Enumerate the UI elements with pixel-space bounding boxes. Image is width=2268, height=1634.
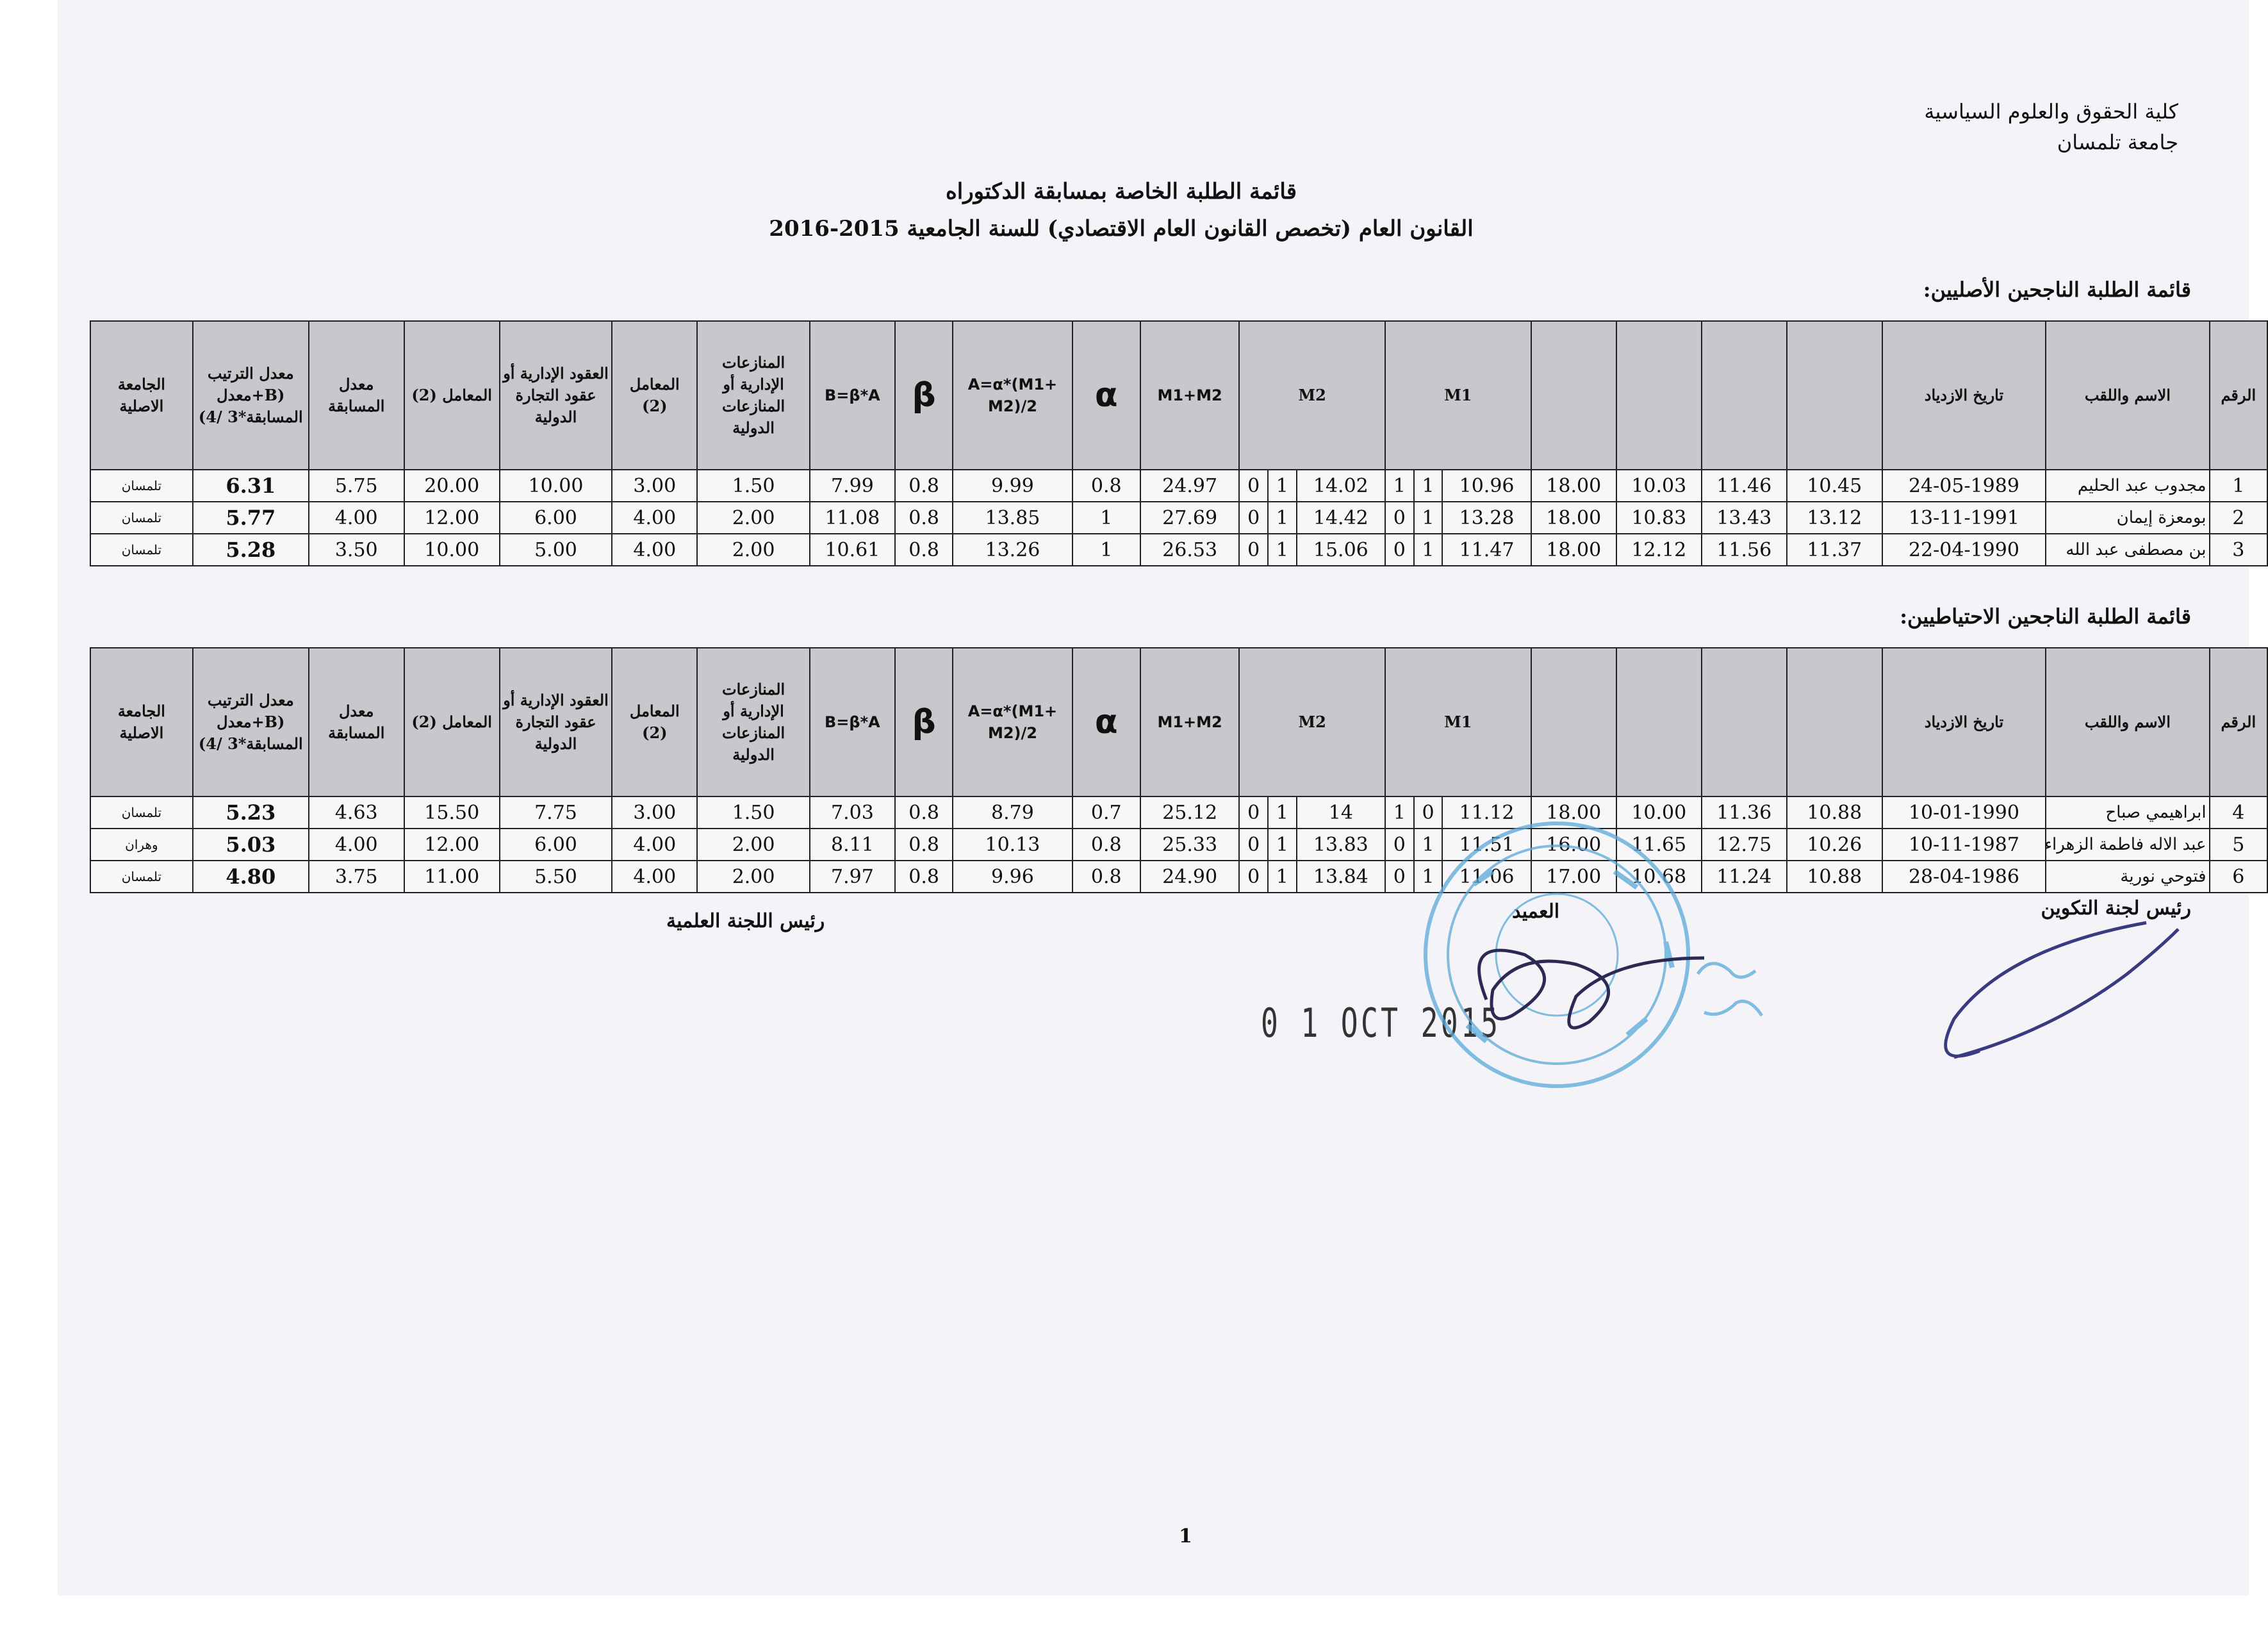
cell-rank: 5.77 — [193, 502, 309, 534]
cell-m1b: 0 — [1385, 829, 1414, 861]
cell-b: 7.97 — [810, 861, 895, 893]
cell-m1: 10.96 — [1442, 470, 1531, 502]
cell-s1: 2.00 — [697, 829, 810, 861]
col-m1m2: M1+M2 — [1140, 648, 1239, 796]
title-line-2: القانون العام (تخصص القانون العام الاقتصادي) للسنة الجامعية 2015-2016 — [769, 216, 1474, 242]
university-name: جامعة تلمسان — [2057, 130, 2178, 154]
signature-icon — [1479, 923, 2178, 1057]
cell-c3: 10.00 — [1616, 796, 1702, 829]
cell-uni: تلمسان — [90, 470, 193, 502]
cell-rank: 4.80 — [193, 861, 309, 893]
cell-b: 7.99 — [810, 470, 895, 502]
cell-c1: 10.26 — [1787, 829, 1882, 861]
cell-m2a: 1 — [1268, 861, 1297, 893]
cell-comp: 4.63 — [309, 796, 404, 829]
cell-m1: 11.47 — [1442, 534, 1531, 566]
cell-alpha: 0.7 — [1072, 796, 1140, 829]
cell-a: 10.13 — [953, 829, 1072, 861]
cell-c2: 11.24 — [1702, 861, 1787, 893]
cell-comp: 3.50 — [309, 534, 404, 566]
date-stamp: 0 1 OCT 2015 — [1261, 1000, 1501, 1046]
cell-k1: 3.00 — [612, 470, 697, 502]
cell-c2: 11.36 — [1702, 796, 1787, 829]
cell-m1m2: 24.97 — [1140, 470, 1239, 502]
cell-beta: 0.8 — [895, 861, 953, 893]
cell-num: 6 — [2210, 861, 2267, 893]
cell-m2a: 1 — [1268, 534, 1297, 566]
cell-m1b: 1 — [1385, 470, 1414, 502]
cell-dob: 13-11-1991 — [1882, 502, 2046, 534]
col-competition-avg: معدل المسابقة — [309, 648, 404, 796]
faculty-name: كلية الحقوق والعلوم السياسية — [1924, 99, 2178, 124]
cell-alpha: 0.8 — [1072, 829, 1140, 861]
cell-num: 1 — [2210, 470, 2267, 502]
cell-s2: 6.00 — [500, 502, 612, 534]
col-coef-2: المعامل (2) — [404, 648, 500, 796]
cell-uni: تلمسان — [90, 796, 193, 829]
cell-m2a: 1 — [1268, 470, 1297, 502]
col-m1m2: M1+M2 — [1140, 321, 1239, 470]
col-b-formula: B=β*A — [810, 321, 895, 470]
cell-m1a: 1 — [1414, 861, 1443, 893]
cell-comp: 5.75 — [309, 470, 404, 502]
col-m2: M2 — [1239, 648, 1385, 796]
cell-beta: 0.8 — [895, 829, 953, 861]
cell-c2: 12.75 — [1702, 829, 1787, 861]
cell-m1a: 0 — [1414, 796, 1443, 829]
cell-m1a: 1 — [1414, 470, 1443, 502]
cell-comp: 3.75 — [309, 861, 404, 893]
cell-m1m2: 26.53 — [1140, 534, 1239, 566]
cell-k2: 15.50 — [404, 796, 500, 829]
cell-b: 11.08 — [810, 502, 895, 534]
cell-c4: 16.00 — [1531, 829, 1616, 861]
col-coef-1: المعامل (2) — [612, 321, 697, 470]
col-b-formula: B=β*A — [810, 648, 895, 796]
cell-beta: 0.8 — [895, 502, 953, 534]
cell-rank: 5.28 — [193, 534, 309, 566]
cell-c1: 13.12 — [1787, 502, 1882, 534]
col-subject-1: المنازعات الإدارية أو المنازعات الدولية — [697, 648, 810, 796]
cell-a: 9.96 — [953, 861, 1072, 893]
cell-s2: 10.00 — [500, 470, 612, 502]
title-line-1: قائمة الطلبة الخاصة بمسابقة الدكتوراه — [945, 179, 1297, 204]
cell-a: 9.99 — [953, 470, 1072, 502]
cell-m2: 14.02 — [1297, 470, 1385, 502]
cell-b: 7.03 — [810, 796, 895, 829]
cell-k1: 3.00 — [612, 796, 697, 829]
col-coef-2: المعامل (2) — [404, 321, 500, 470]
cell-rank: 5.23 — [193, 796, 309, 829]
cell-uni: وهران — [90, 829, 193, 861]
col-ranking-avg: معدل الترتيب (B+معدل المسابقة*3 /4) — [193, 648, 309, 796]
cell-s1: 1.50 — [697, 470, 810, 502]
cell-m1m2: 25.12 — [1140, 796, 1239, 829]
cell-uni: تلمسان — [90, 861, 193, 893]
cell-beta: 0.8 — [895, 470, 953, 502]
cell-k1: 4.00 — [612, 502, 697, 534]
cell-c1: 10.45 — [1787, 470, 1882, 502]
cell-m1a: 1 — [1414, 534, 1443, 566]
cell-m2a: 1 — [1268, 502, 1297, 534]
cell-m1m2: 25.33 — [1140, 829, 1239, 861]
col-beta: β — [895, 648, 953, 796]
cell-a: 13.26 — [953, 534, 1072, 566]
cell-name: عبد الاله فاطمة الزهراء — [2046, 829, 2209, 861]
cell-name: ابراهيمي صباح — [2046, 796, 2209, 829]
col-subject-1: المنازعات الإدارية أو المنازعات الدولية — [697, 321, 810, 470]
dean-label: العميد — [1512, 900, 1560, 923]
cell-dob: 28-04-1986 — [1882, 861, 2046, 893]
cell-m2b: 0 — [1239, 470, 1268, 502]
cell-c4: 18.00 — [1531, 502, 1616, 534]
col-num: الرقم — [2210, 321, 2267, 470]
col-alpha: α — [1072, 321, 1140, 470]
cell-dob: 24-05-1989 — [1882, 470, 2046, 502]
cell-comp: 4.00 — [309, 829, 404, 861]
cell-m2b: 0 — [1239, 829, 1268, 861]
col-a-formula: A=α*(M1+ M2)/2 — [953, 321, 1072, 470]
cell-m1: 11.51 — [1442, 829, 1531, 861]
cell-k2: 12.00 — [404, 829, 500, 861]
cell-c4: 17.00 — [1531, 861, 1616, 893]
col-num: الرقم — [2210, 648, 2267, 796]
cell-c2: 11.46 — [1702, 470, 1787, 502]
official-seal-icon — [1426, 823, 1762, 1086]
cell-m1a: 1 — [1414, 829, 1443, 861]
cell-rank: 6.31 — [193, 470, 309, 502]
cell-dob: 10-11-1987 — [1882, 829, 2046, 861]
cell-k1: 4.00 — [612, 534, 697, 566]
cell-m1: 13.28 — [1442, 502, 1531, 534]
cell-alpha: 0.8 — [1072, 470, 1140, 502]
cell-c3: 10.03 — [1616, 470, 1702, 502]
cell-num: 5 — [2210, 829, 2267, 861]
cell-c4: 18.00 — [1531, 534, 1616, 566]
col-coef-1: المعامل (2) — [612, 648, 697, 796]
cell-s2: 5.50 — [500, 861, 612, 893]
col-beta: β — [895, 321, 953, 470]
cell-comp: 4.00 — [309, 502, 404, 534]
col-m2: M2 — [1239, 321, 1385, 470]
cell-c3: 10.83 — [1616, 502, 1702, 534]
cell-c2: 13.43 — [1702, 502, 1787, 534]
col-alpha: α — [1072, 648, 1140, 796]
section-title-reserve: قائمة الطلبة الناجحين الاحتياطيين: — [1900, 604, 2191, 629]
cell-s1: 2.00 — [697, 502, 810, 534]
scientific-committee-head: رئيس اللجنة العلمية — [666, 910, 825, 932]
col-name: الاسم واللقب — [2046, 321, 2209, 470]
col-origin-university: الجامعة الاصلية — [90, 321, 193, 470]
cell-num: 3 — [2210, 534, 2267, 566]
cell-dob: 22-04-1990 — [1882, 534, 2046, 566]
cell-k2: 12.00 — [404, 502, 500, 534]
cell-a: 13.85 — [953, 502, 1072, 534]
cell-c3: 12.12 — [1616, 534, 1702, 566]
cell-rank: 5.03 — [193, 829, 309, 861]
cell-c3: 11.65 — [1616, 829, 1702, 861]
cell-k1: 4.00 — [612, 861, 697, 893]
col-origin-university: الجامعة الاصلية — [90, 648, 193, 796]
col-dob: تاريخ الازدياد — [1882, 321, 2046, 470]
cell-name: بومعزة إيمان — [2046, 502, 2209, 534]
cell-alpha: 1 — [1072, 502, 1140, 534]
cell-m1: 11.06 — [1442, 861, 1531, 893]
cell-alpha: 0.8 — [1072, 861, 1140, 893]
cell-name: مجدوب عبد الحليم — [2046, 470, 2209, 502]
cell-s2: 7.75 — [500, 796, 612, 829]
training-committee-head: رئيس لجنة التكوين — [2041, 897, 2191, 920]
cell-c4: 18.00 — [1531, 470, 1616, 502]
cell-c1: 10.88 — [1787, 861, 1882, 893]
cell-m1a: 1 — [1414, 502, 1443, 534]
cell-k2: 11.00 — [404, 861, 500, 893]
col-name: الاسم واللقب — [2046, 648, 2209, 796]
cell-beta: 0.8 — [895, 534, 953, 566]
cell-m2: 14 — [1297, 796, 1385, 829]
cell-k2: 10.00 — [404, 534, 500, 566]
cell-m1: 11.12 — [1442, 796, 1531, 829]
cell-c2: 11.56 — [1702, 534, 1787, 566]
col-subject-2: العقود الإدارية أو عقود التجارة الدولية — [500, 648, 612, 796]
cell-k1: 4.00 — [612, 829, 697, 861]
cell-m1m2: 27.69 — [1140, 502, 1239, 534]
cell-name: فتوحي نورية — [2046, 861, 2209, 893]
cell-s2: 5.00 — [500, 534, 612, 566]
page-number: 1 — [1179, 1525, 1192, 1547]
cell-m2: 13.83 — [1297, 829, 1385, 861]
cell-m2b: 0 — [1239, 861, 1268, 893]
section-title-main: قائمة الطلبة الناجحين الأصليين: — [1923, 277, 2191, 302]
cell-m2: 13.84 — [1297, 861, 1385, 893]
cell-m1b: 0 — [1385, 534, 1414, 566]
cell-m2b: 0 — [1239, 796, 1268, 829]
cell-s1: 2.00 — [697, 861, 810, 893]
cell-beta: 0.8 — [895, 796, 953, 829]
cell-uni: تلمسان — [90, 502, 193, 534]
col-a-formula: A=α*(M1+ M2)/2 — [953, 648, 1072, 796]
cell-b: 10.61 — [810, 534, 895, 566]
cell-a: 8.79 — [953, 796, 1072, 829]
cell-num: 4 — [2210, 796, 2267, 829]
cell-m2a: 1 — [1268, 829, 1297, 861]
col-subject-2: العقود الإدارية أو عقود التجارة الدولية — [500, 321, 612, 470]
cell-k2: 20.00 — [404, 470, 500, 502]
cell-m1b: 0 — [1385, 502, 1414, 534]
cell-m2b: 0 — [1239, 534, 1268, 566]
cell-s1: 1.50 — [697, 796, 810, 829]
cell-s2: 6.00 — [500, 829, 612, 861]
cell-c4: 18.00 — [1531, 796, 1616, 829]
cell-m2: 14.42 — [1297, 502, 1385, 534]
cell-alpha: 1 — [1072, 534, 1140, 566]
cell-m2: 15.06 — [1297, 534, 1385, 566]
col-ranking-avg: معدل الترتيب (B+معدل المسابقة*3 /4) — [193, 321, 309, 470]
cell-dob: 10-01-1990 — [1882, 796, 2046, 829]
cell-c1: 11.37 — [1787, 534, 1882, 566]
col-dob: تاريخ الازدياد — [1882, 648, 2046, 796]
cell-b: 8.11 — [810, 829, 895, 861]
cell-m1b: 0 — [1385, 861, 1414, 893]
col-m1: M1 — [1385, 321, 1531, 470]
cell-m1b: 1 — [1385, 796, 1414, 829]
cell-c3: 10.68 — [1616, 861, 1702, 893]
col-competition-avg: معدل المسابقة — [309, 321, 404, 470]
cell-m1m2: 24.90 — [1140, 861, 1239, 893]
cell-num: 2 — [2210, 502, 2267, 534]
cell-m2a: 1 — [1268, 796, 1297, 829]
cell-s1: 2.00 — [697, 534, 810, 566]
cell-m2b: 0 — [1239, 502, 1268, 534]
cell-name: بن مصطفى عبد الله — [2046, 534, 2209, 566]
col-m1: M1 — [1385, 648, 1531, 796]
cell-c1: 10.88 — [1787, 796, 1882, 829]
cell-uni: تلمسان — [90, 534, 193, 566]
